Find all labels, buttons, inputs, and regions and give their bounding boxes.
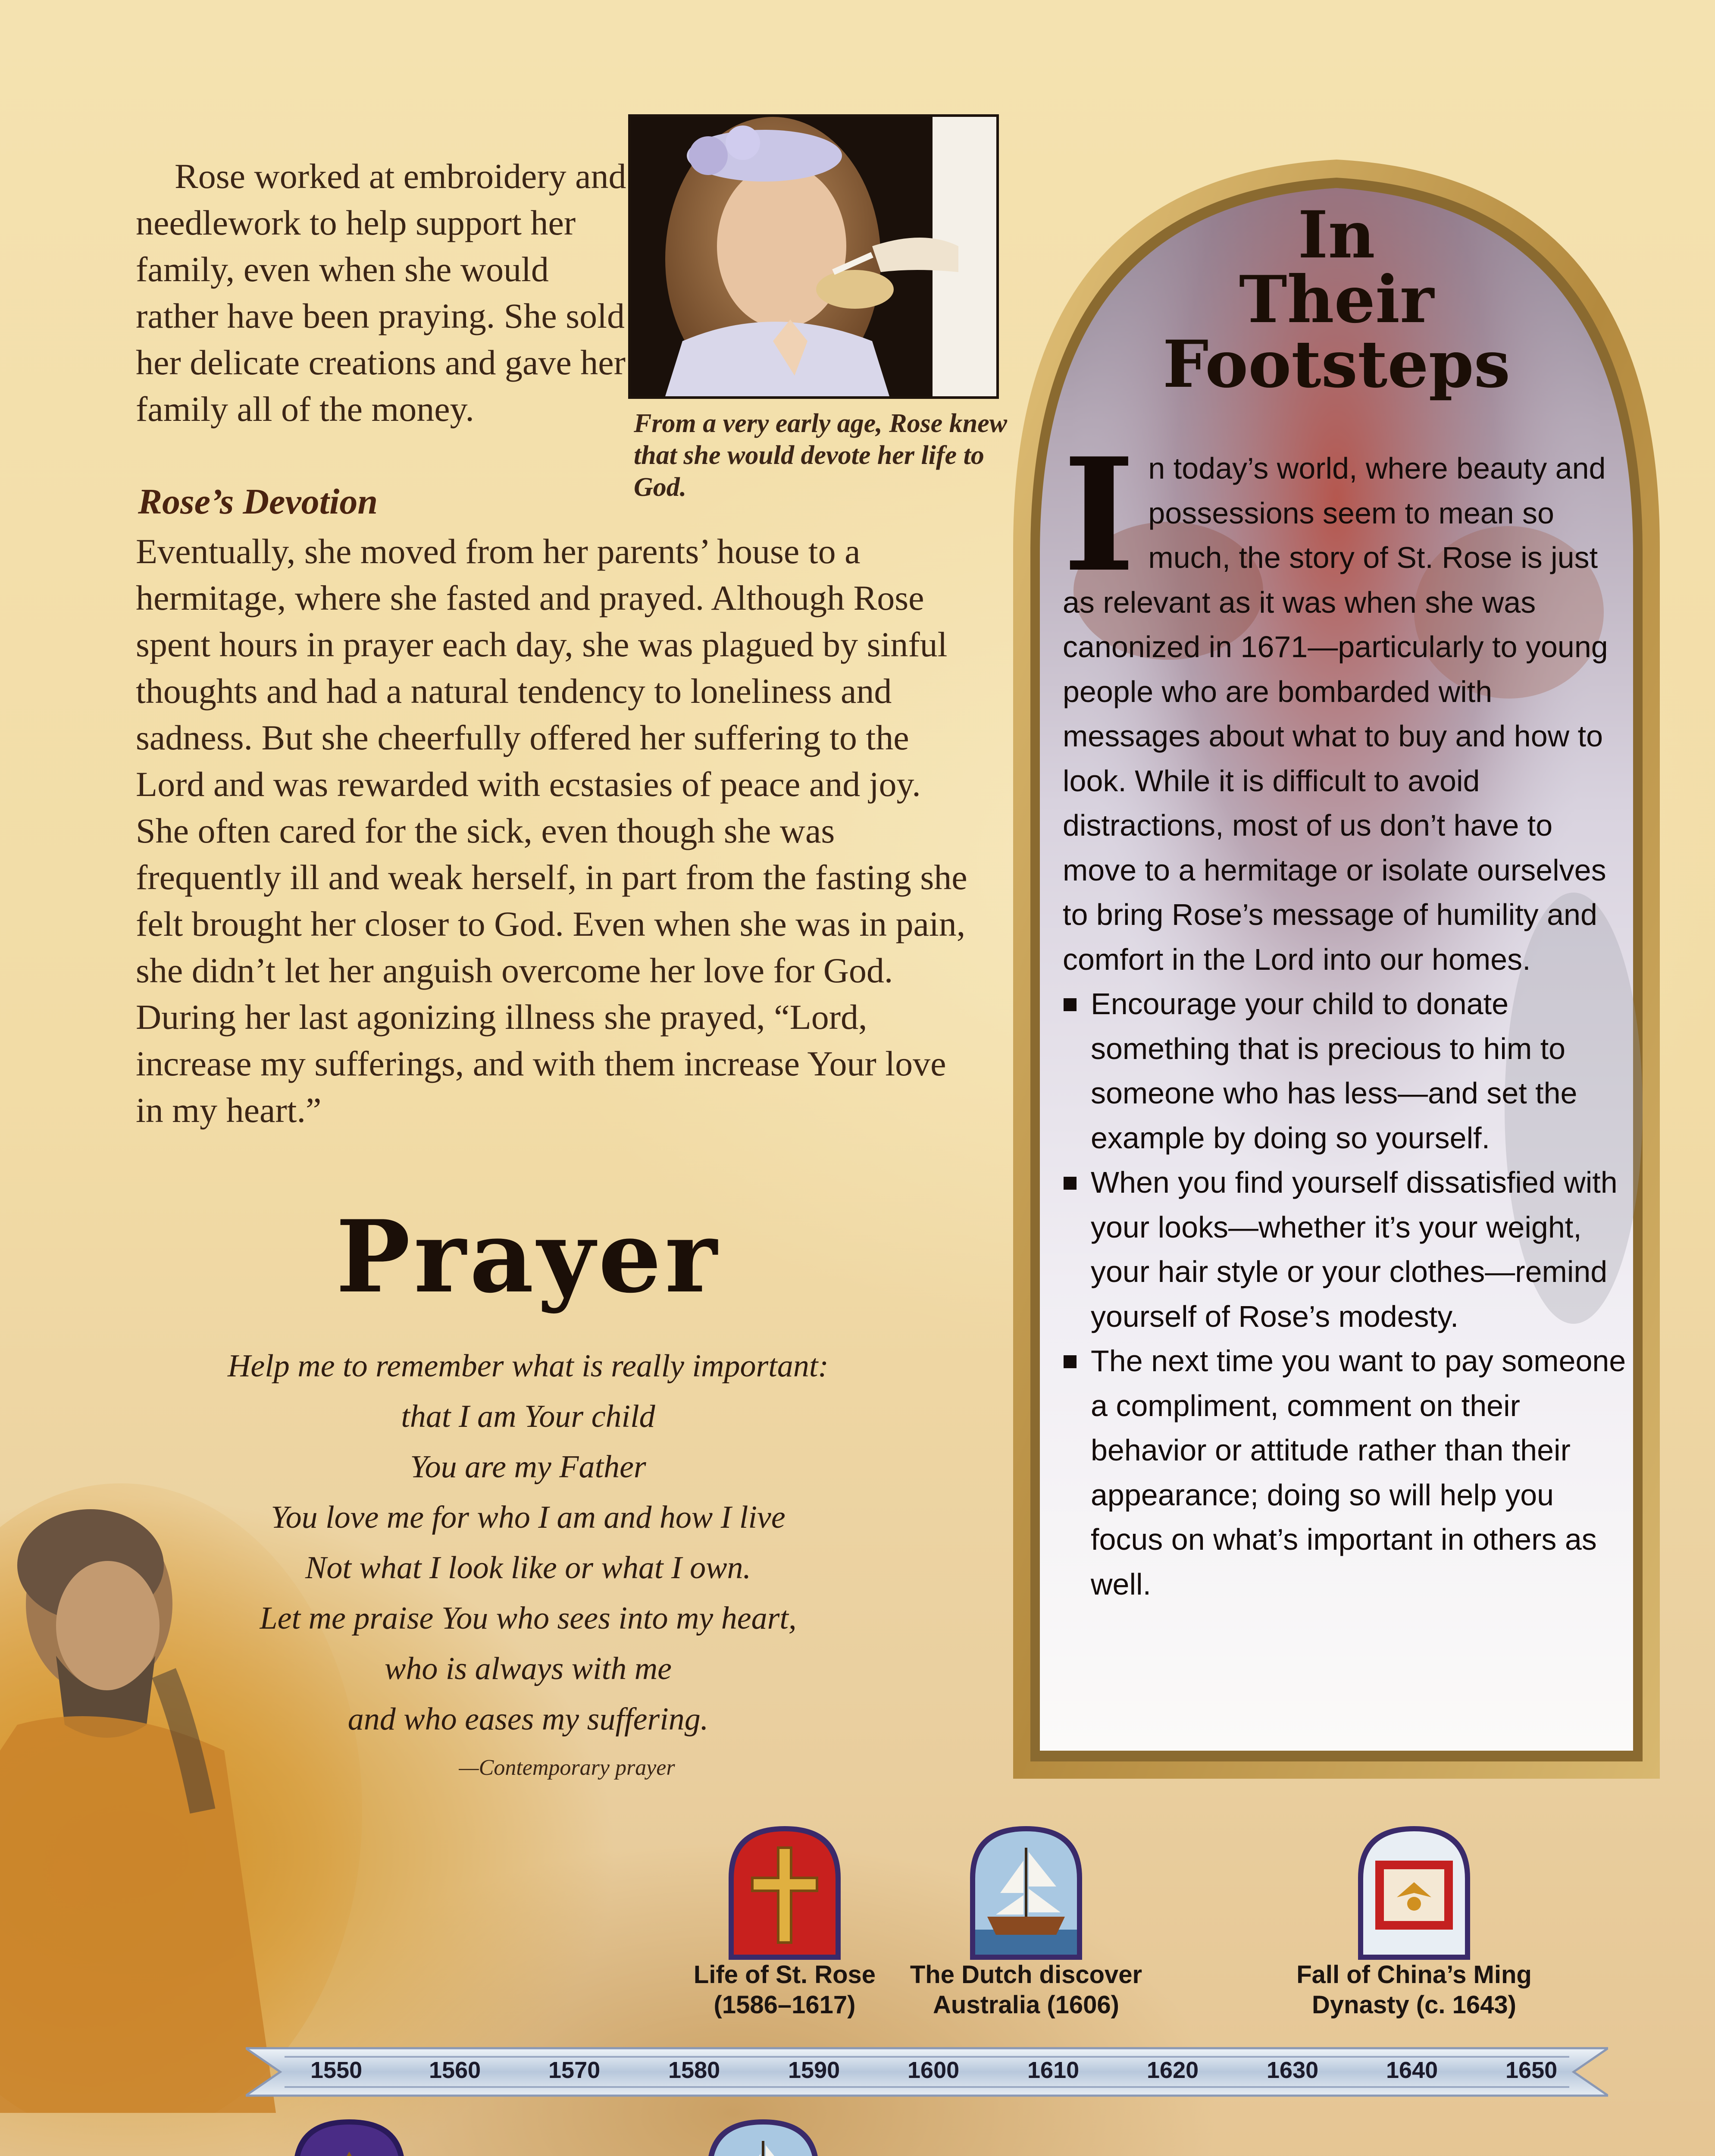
prayer-line: who is always with me [384,1651,672,1686]
panel-title [1022,197,1651,402]
prayer-attribution: —Contemporary prayer [459,1755,675,1780]
prayer-text [86,1341,970,1745]
ship-icon [966,1822,1086,1960]
section-heading-devotion: Rose’s Devotion [138,482,378,522]
event-label-line: (1586–1617) [714,1991,856,2019]
prayer-line: Help me to remember what is really important: [227,1348,829,1384]
prayer-line: and who eases my suffering. [347,1702,709,1737]
tip-item: Encourage your child to donate something that is precious to him to someone who has less—and set the example by doing so yourself. [1063,982,1627,1160]
crown-icon [289,2115,410,2156]
intro-paragraph: Rose worked at embroidery and needlework to help support her family, even when she would rather have been praying. She sold her delicate creations and gave her family all of the money. [136,157,626,429]
timeline-year: 1550 [310,2057,363,2083]
cross-icon [724,1822,845,1960]
event-label-line: Fall of China’s Ming [1296,1961,1532,1989]
girl-receiving-communion-image [631,117,996,396]
panel-body [1063,424,1627,1607]
tip-item: The next time you want to pay someone a compliment, comment on their behavior or attitude rather than their appearance; doing so will help you focus on what’s important in others as well. [1063,1339,1627,1607]
timeline-year: 1590 [788,2057,840,2083]
devotion-paragraph: Eventually, she moved from her parents’ house to a hermitage, where she fasted and prayed. Although Rose spent hours in prayer each day, she was plagued by sinful thoughts and had a natural tendency to loneliness and sadness. But she cheerfully offered her suffering to the Lord and was rewarded with ecstasies of peace and joy. She often cared for the sick, even though she was frequently ill and weak herself, in part from the fasting she felt brought her closer to God. Even when she was in pain, she didn’t let her anguish overcome her love for God. During her last agonizing illness she prayed, “Lord, increase my sufferings, and with them increase Your love in my heart.” [136,532,967,1130]
communion-photo [628,114,999,399]
event-label-line: Australia (1606) [933,1991,1119,2019]
timeline-year: 1560 [429,2057,481,2083]
timeline-year: 1570 [548,2057,601,2083]
timeline-year: 1640 [1386,2057,1438,2083]
timeline-event-st-rose [673,1960,897,2020]
event-label-line: Dynasty (c. 1643) [1312,1991,1516,2019]
panel-title-line: In [1298,197,1375,273]
prayer-line: Not what I look like or what I own. [305,1550,751,1586]
prayer-line: Let me praise You who sees into my heart, [260,1601,797,1636]
event-label-line: Life of St. Rose [693,1961,876,1989]
timeline-year: 1580 [668,2057,720,2083]
tip-item: When you find yourself dissatisfied with your looks—whether it’s your weight, your hair style or your clothes—remind yourself of Rose’s modesty. [1063,1160,1627,1339]
prayer-line: that I am Your child [401,1399,655,1434]
panel-title-line: Footsteps [1162,326,1511,402]
panel-title-line: Their [1239,262,1434,338]
timeline-year: 1610 [1027,2057,1080,2083]
prayer-line: You love me for who I am and how I live [271,1500,786,1535]
timeline-year: 1600 [908,2057,960,2083]
timeline-event-ming-dynasty [1272,1960,1556,2020]
prayer-line: You are my Father [410,1449,646,1485]
panel-intro [1063,424,1627,982]
timeline-year: 1630 [1267,2057,1319,2083]
drop-cap: I [1063,424,1136,606]
timeline-event-dutch-australia [892,1960,1160,2020]
timeline-year: 1650 [1505,2057,1558,2083]
event-label-line: The Dutch discover [910,1961,1142,1989]
panel-intro-text: n today’s world, where beauty and possessions seem to mean so much, the story of St. Rose is just as relevant as it was when she was canonized in 1671—particularly to young people who are bombarded with messages about what to buy and how to look. While it is difficult to avoid distractions, most of us don’t have to move to a hermitage or isolate ourselves to bring Rose’s message of humility and comfort in the Lord into our homes. [1063,451,1608,976]
prayer-title: Prayer [335,1199,721,1315]
banner-icon [1354,1822,1474,1960]
ship-icon [703,2115,823,2156]
tips-list [1063,982,1627,1607]
timeline-year: 1620 [1147,2057,1199,2083]
photo-caption: From a very early age, Rose knew that she would devote her life to God. [634,409,1008,502]
